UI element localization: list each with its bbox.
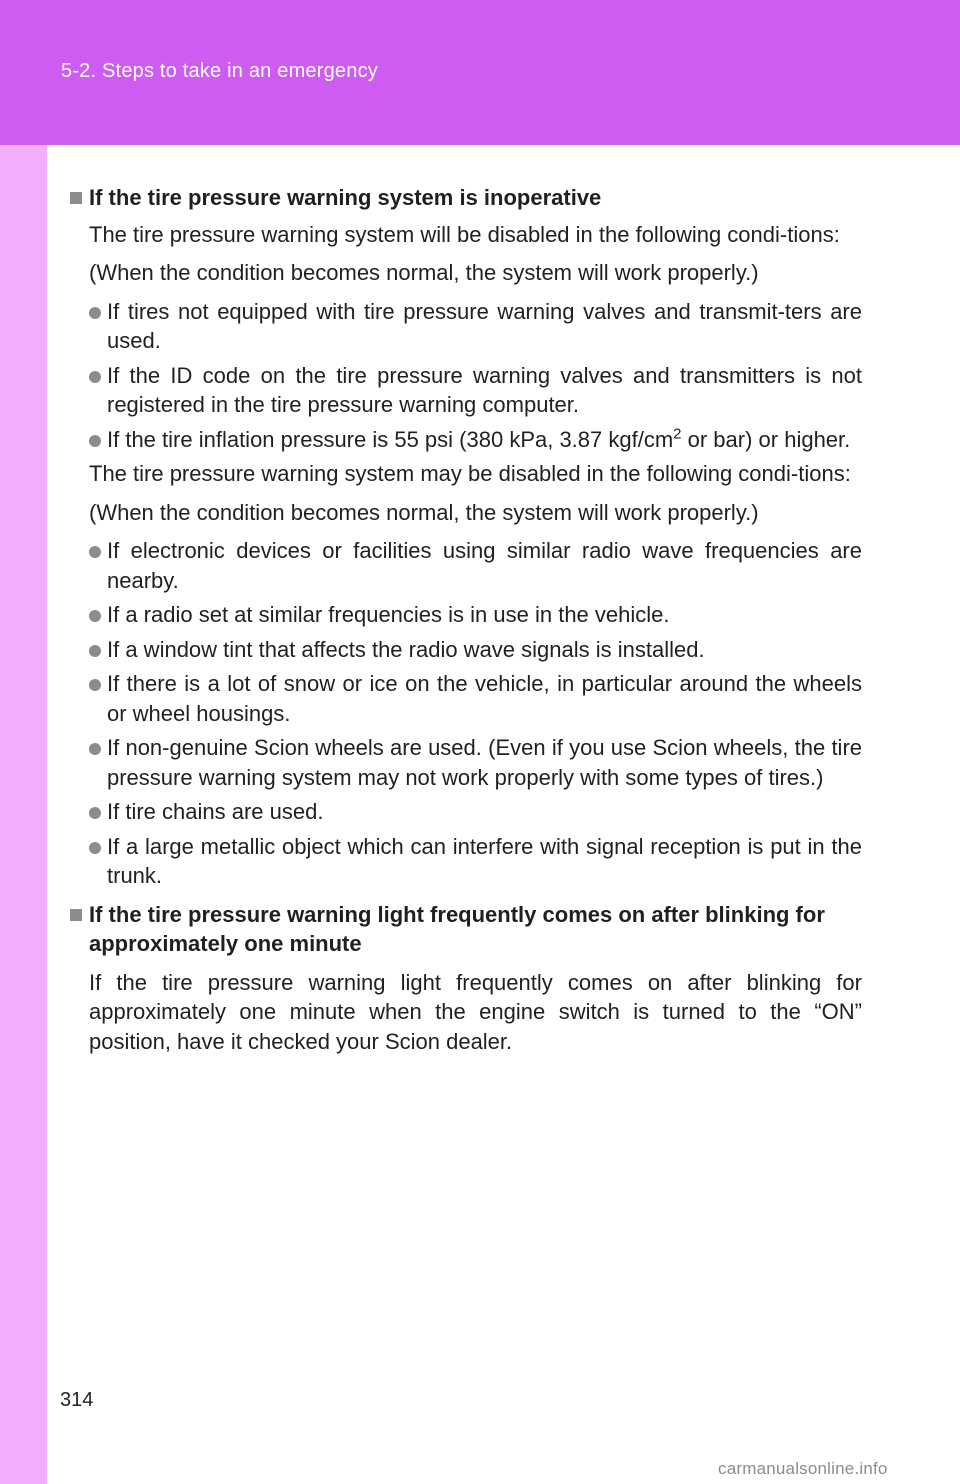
list-item-text: If the ID code on the tire pressure warning valves and transmitters is not registered in the tire pressure warning computer. [107, 362, 862, 417]
list-item [89, 361, 862, 420]
list-item [89, 297, 862, 356]
heading-text: If the tire pressure warning system is inoperative [89, 185, 602, 210]
list-item-text: If a radio set at similar frequencies is in use in the vehicle. [107, 602, 670, 627]
list-item-inflation [89, 425, 862, 455]
square-bullet-icon [70, 900, 89, 959]
superscript-two: 2 [673, 425, 682, 443]
page-content [70, 183, 862, 1056]
circle-bullet-icon [89, 635, 107, 665]
inflation-text-after: or bar) or higher. [681, 426, 851, 452]
list-item [89, 669, 862, 728]
list-item [89, 635, 862, 665]
list-item-text [107, 425, 862, 455]
disabled-intro: The tire pressure warning system will be disabled in the following condi-tions: [89, 221, 840, 247]
list-item-text: If tires not equipped with tire pressure warning valves and transmit-ters are used. [107, 298, 862, 353]
heading-text: If the tire pressure warning light frequently comes on after blinking for approximately one minute [89, 901, 825, 956]
side-band [0, 145, 47, 1484]
list-item-text: If there is a lot of snow or ice on the vehicle, in particular around the wheels or wheel housings. [107, 671, 862, 726]
circle-bullet-icon [89, 600, 107, 630]
page-number: 314 [60, 1389, 94, 1411]
circle-bullet-icon [89, 536, 107, 595]
section-heading-warning-light [70, 900, 862, 959]
circle-bullet-icon [89, 425, 107, 455]
circle-bullet-icon [89, 733, 107, 792]
list-item-text: If electronic devices or facilities using similar radio wave frequencies are nearby. [107, 538, 862, 593]
list-item [89, 536, 862, 595]
circle-bullet-icon [89, 669, 107, 728]
square-bullet-icon [70, 183, 89, 214]
list-item [89, 832, 862, 891]
circle-bullet-icon [89, 361, 107, 420]
list-item [89, 797, 862, 827]
list-item-text: If non-genuine Scion wheels are used. (Even if you use Scion wheels, the tire pressure warning system may not work properly with some types of tires.) [107, 735, 862, 790]
list-item-text: If tire chains are used. [107, 799, 324, 824]
maybe-intro: The tire pressure warning system may be disabled in the following condi-tions: [89, 461, 851, 486]
maybe-note: (When the condition becomes normal, the system will work properly.) [89, 499, 759, 525]
list-item-text: If a window tint that affects the radio wave signals is installed. [107, 636, 705, 662]
circle-bullet-icon [89, 797, 107, 827]
watermark: carmanualsonline.info [718, 1459, 888, 1478]
inflation-text-before: If the tire inflation pressure is 55 psi (380 kPa, 3.87 kgf/cm [107, 426, 674, 452]
warning-light-body: If the tire pressure warning light frequently comes on after blinking for approximately one minute when the engine switch is turned to the “ON” position, have it checked your Scion dealer. [89, 969, 862, 1054]
list-item [89, 733, 862, 792]
section-heading-inoperative [70, 183, 862, 214]
circle-bullet-icon [89, 832, 107, 891]
list-item-text: If a large metallic object which can interfere with signal reception is put in the trunk. [107, 833, 862, 888]
disabled-note: (When the condition becomes normal, the system will work properly.) [89, 260, 759, 285]
circle-bullet-icon [89, 297, 107, 356]
list-item [89, 600, 862, 630]
section-breadcrumb: 5-2. Steps to take in an emergency [61, 60, 378, 82]
